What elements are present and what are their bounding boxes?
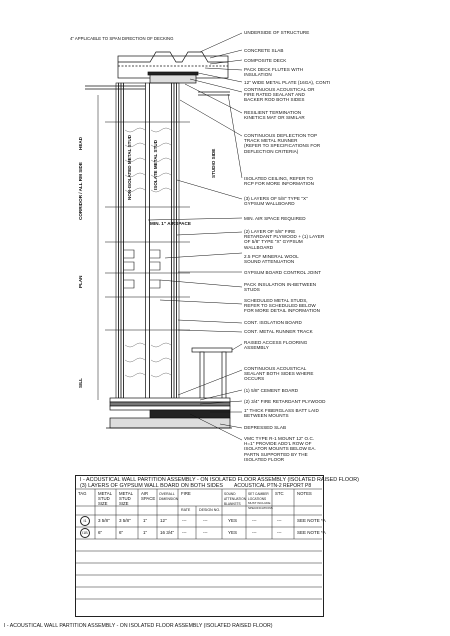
- non-isolated-stud-label: NON-ISOLATED METAL STUD: [127, 134, 132, 200]
- callout-isolated-ceiling: ISOLATED CEILING, REFER TO RCP FOR MORE INFORMATION: [244, 176, 314, 187]
- callout-fiberglass-batt: 1" THICK FIBERGLASS BATT LAID BETWEEN MOUNTS: [244, 408, 319, 419]
- table-cell: SEE NOTE *A: [297, 518, 326, 523]
- table-cell: 1": [143, 518, 148, 523]
- plan-label: PLAN: [78, 275, 83, 288]
- table-cell: ---: [182, 530, 187, 535]
- callout-gypsum-layers: (3) LAYERS OF 5/8" TYPE "X" GYPSUM WALLBOARD: [244, 196, 308, 207]
- isolated-ceilings: [85, 86, 230, 95]
- head-structure: [118, 52, 228, 83]
- callout-resilient-termination: RESILIENT TERMINATION KINETICS MAT OR SIMILAR: [244, 110, 305, 121]
- col-tag: TAG: [78, 491, 87, 496]
- leader-lines: [148, 33, 242, 440]
- callout-fire-plywood: (2) 3/4" FIRE RETARDANT PLYWOOD: [244, 399, 326, 404]
- sill-floor: [106, 398, 232, 428]
- col-fire: FIRE: [181, 491, 191, 496]
- corridor-side-label: CORRIDOR / ALL RM SIDE: [78, 162, 83, 220]
- table-cell: 3 5/8": [98, 518, 110, 523]
- table-cell: 6": [119, 530, 124, 535]
- span-note: 4" APPLICABLE TO SPAN DIRECTION OF DECKING: [70, 36, 174, 41]
- schedule-report: ACOUSTICAL PTN-2 REPORT P8: [234, 483, 312, 489]
- callout-deflection-track: CONTINUOUS DEFLECTION TOP TRACK METAL RUNNER (REFER TO SPECIFICATIONS FOR DEFLECTION CRITERIA): [244, 133, 321, 154]
- sill-label: SILL: [78, 378, 83, 388]
- col-stc: STC: [275, 491, 284, 496]
- callout-vmc-mount: VMC TYPE R-1 MOUNT 12" O.C. H=1" PROVIDE ADD'L ROW OF ISOLATOR MOUNTS BELOW EA. PARTN SUPPORTED BY THE ISOLATED FLOOR: [244, 436, 316, 462]
- col-fire-design: DESIGN NO.: [199, 508, 221, 512]
- callout-metal-plate: 12" WIDE METAL PLATE (16GA), CONTI: [244, 80, 331, 85]
- partition-schedule: [75, 475, 324, 617]
- table-cell: 3 5/8": [119, 518, 131, 523]
- table-cell: YES: [228, 518, 238, 523]
- callout-mineral-wool: 2.5 PCF MINERAL WOOL SOUND ATTENUATION: [244, 254, 299, 265]
- table-cell: SEE NOTE *A: [297, 530, 326, 535]
- head-label: HEAD: [78, 136, 83, 150]
- table-cell: YES: [228, 530, 238, 535]
- callout-cement-board: (1) 5/8" CEMENT BOARD: [244, 388, 299, 393]
- studio-side-label: STUDIO SIDE: [211, 148, 216, 178]
- callout-control-joint: GYPSUM BOARD CONTROL JOINT: [244, 270, 321, 275]
- wall-assembly: [105, 83, 190, 408]
- table-cell: ---: [203, 530, 208, 535]
- table-cell: ---: [252, 518, 257, 523]
- col-fire-rate: RATE: [181, 508, 191, 512]
- callout-composite-deck: COMPOSITE DECK: [244, 58, 287, 63]
- col-notes: NOTES: [297, 491, 312, 496]
- col-stud-size-2: METAL STUD SIZE: [119, 491, 134, 506]
- table-cell: 1": [143, 530, 148, 535]
- table-cell: 12": [160, 518, 167, 523]
- table-row-tag: I1: [80, 516, 90, 526]
- table-cell: 6": [98, 530, 103, 535]
- table-cell: ---: [203, 518, 208, 523]
- col-sound-attenuation: SOUND ATTENUATION BLANKETS: [224, 492, 247, 506]
- table-cell: ---: [277, 530, 282, 535]
- isolated-stud-label: ISOLATE METAL STUD: [153, 139, 158, 190]
- col-stud-size-1: METAL STUD SIZE: [98, 491, 113, 506]
- col-air-space: AIR SPACE: [141, 491, 156, 501]
- callout-depressed-slab: DEPRESSED SLAB: [244, 425, 287, 430]
- callout-acoustical-sealant-sill: CONTINUOUS ACOUSTICAL SEALANT BOTH SIDES WHERE OCCURS: [244, 366, 314, 382]
- schedule-title: I - ACOUSTICAL WALL PARTITION ASSEMBLY - ON ISOLATED FLOOR ASSEMBLY (ISOLATED RAISED FLOOR) (3) LAYERS OF GYPSUM WALL BOARD ON BOTH SIDES: [80, 477, 359, 490]
- callout-isolation-board: CONT. ISOLATION BOARD: [244, 320, 302, 325]
- table-cell: ---: [252, 530, 257, 535]
- col-overall-dimension: OVERALL DIMENSION: [159, 492, 179, 501]
- table-cell: ---: [277, 518, 282, 523]
- air-space-label: MIN. 1" AIRSPACE: [150, 221, 192, 226]
- callout-runner-track: CONT. METAL RUNNER TRACK: [244, 329, 313, 334]
- callout-scheduled-studs: SCHEDULED METAL STUDS, REFER TO SCHEDULED BELOW FOR MORE DETAIL INFORMATION: [244, 298, 321, 314]
- table-cell: 16 3/4": [160, 530, 175, 535]
- callout-plywood-gypsum: (2) LAYER OF 5/8" FIRE RETARDANT PLYWOOD + (1) LAYER OF 5/8" TYPE "X" GYPSUM WALLBOARD: [244, 229, 325, 250]
- callout-underside-structure: UNDERSIDE OF STRUCTURE: [244, 30, 310, 35]
- callout-concrete-slab: CONCRETE SLAB: [244, 48, 284, 53]
- callout-min-air-space: MIN. AIR SPACE REQUIRED: [244, 216, 306, 221]
- table-row-tag: I1B: [80, 528, 90, 538]
- col-spec-note: MUST INCLUDE SPECIFICATIONS: [248, 501, 273, 510]
- callout-pack-deck-flutes: PACK DECK FLUTES WITH INSULATION: [244, 67, 304, 78]
- callout-raised-floor: RAISED ACCESS FLOORING ASSEMBLY: [244, 340, 308, 351]
- callout-acoustical-sealant-top: CONTINUOUS ACOUSTICAL OR FIRE RATED SEALANT AND BACKER ROD BOTH SIDES: [244, 87, 315, 103]
- col-camber-locations: SET CAMBER LOCATIONS: [248, 492, 269, 501]
- figure-caption: I - ACOUSTICAL WALL PARTITION ASSEMBLY - ON ISOLATED FLOOR ASSEMBLY (ISOLATED RAISED FLOOR): [4, 623, 273, 629]
- table-cell: ---: [182, 518, 187, 523]
- callout-pack-insulation: PACK INSULATION IN-BETWEEN STUDS: [244, 282, 317, 293]
- plan-studs: [124, 250, 160, 288]
